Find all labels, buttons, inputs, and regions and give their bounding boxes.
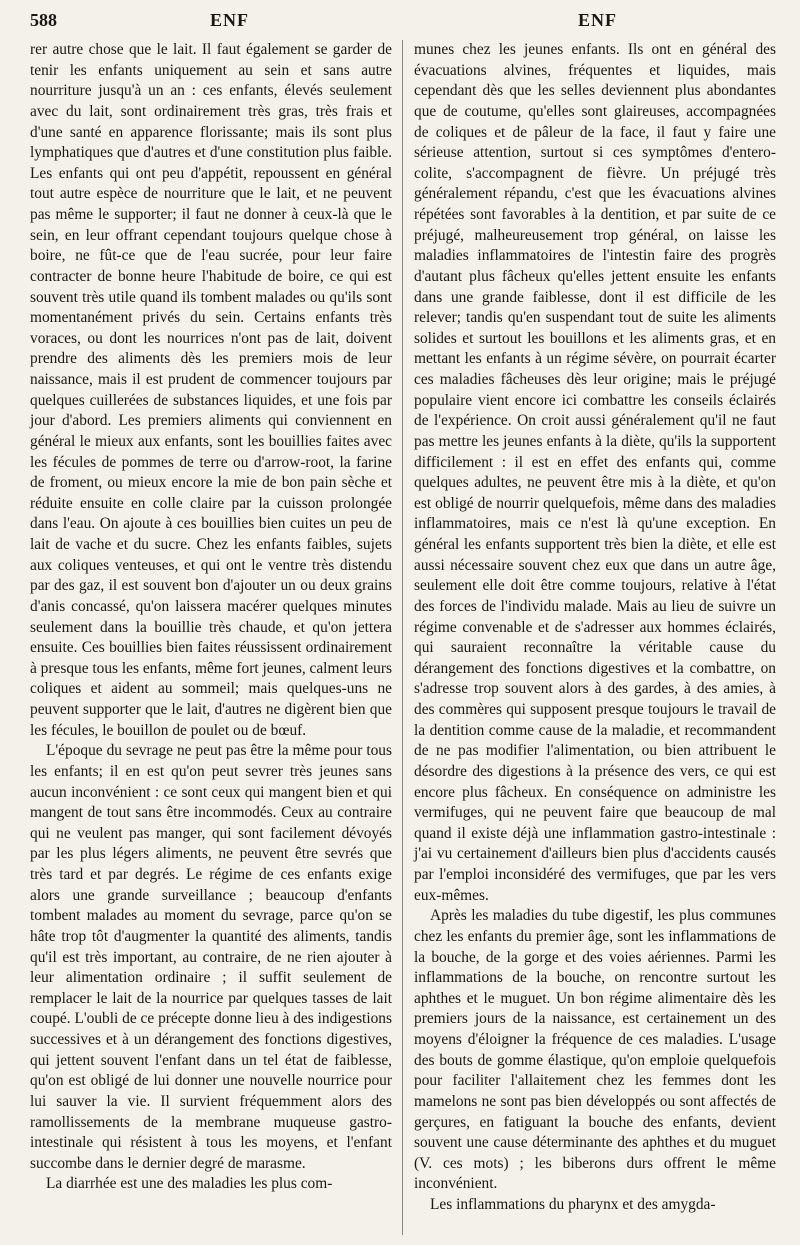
paragraph: Après les maladies du tube digestif, les plus communes chez les enfants du premier âge, sont les inflammations de la bouche, de la gorge et des voies aériennes. Parmi les inflammations de la bouche, on rencontre surtout les aphthes et le muguet. Un bon régime alimentaire dès les premiers jours de la naissance, est certainement un des moyens d'éloigner la fréquence de ces maladies. L'usage des bouts de gomme élastique, qu'on emploie quelquefois pour faciliter l'allaitement chez les femmes dont les mamelons ne sont pas bien développés ou sont affectés de gerçures, en fatiguant la bouche des enfants, devient souvent une cause déterminante des aphthes et du muguet (V. ces mots) ; les biberons durs offrent le même inconvénient. bbox=[414, 907, 776, 1193]
paragraph: munes chez les jeunes enfants. Ils ont en général des évacuations alvines, fréquentes et liquides, mais cependant dès que les selles deviennent plus abondantes que de coutume, qu'elles sont glaireuses, accompagnées de coliques et de pâleur de la face, il faut y faire une sérieuse attention, surtout si ces symptômes d'entero-colite, s'accompagnent de fièvre. Un préjugé très généralement répandu, c'est que les évacuations alvines répétées sont favorables à la dentition, et par suite de ce préjugé, malheureusement trop général, on laisse les maladies inflammatoires de l'intestin faire des progrès d'autant plus fâcheux qu'elles jettent ensuite les enfants dans une grande faiblesse, dont il est difficile de les relever; tandis qu'en suspendant tout de suite les aliments solides et surtout les bouillons et les aliments gras, et en mettant les enfants à un régime sévère, on pourrait écarter ces maladies fâcheuses dès leur origine; mais le préjugé populaire vient encore ici combattre les conseils éclairés de l'expérience. On croit aussi généralement qu'il ne faut pas mettre les jeunes enfants à la diète, qu'ils la supportent difficilement : il est en effet des enfants qui, comme quelques adultes, ne peuvent être mis à la diète, et qu'on est obligé de nourrir quelquefois, même dans des maladies inflammatoires, mais ce n'est là qu'une exception. En général les enfants supportent très bien la diète, et elle est aussi nécessaire souvent chez eux que dans un autre âge, seulement elle doit être comme toujours, relative à l'état des forces de l'individu malade. Mais au lieu de suivre un régime convenable et de s'adresser aux hommes éclairés, qui sauraient reconnaître la véritable cause du dérangement des fonctions digestives et la combattre, on s'adresse trop souvent alors à des gardes, à des amies, à des commères qui supposent presque toujours le travail de la dentition comme cause de la maladie, et recommandent de ne pas modifier l'alimentation, ou bien attribuent le désordre des digestions à la présence des vers, ce qui est encore plus fâcheux. En conséquence on administre les vermifuges, qui ne peuvent faire que beaucoup de mal quand il existe déjà une inflammation gastro-intestinale : j'ai vu certainement d'ailleurs bien plus d'accidents causés par l'emploi inconsidéré des vermifuges, que par les vers eux-mêmes. bbox=[414, 41, 776, 904]
column-divider bbox=[402, 40, 403, 1235]
left-column bbox=[30, 40, 392, 1195]
paragraph: La diarrhée est une des maladies les plus com- bbox=[46, 1175, 333, 1193]
paragraph: rer autre chose que le lait. Il faut également se garder de tenir les enfants uniquement au sein et sans autre nourriture jusqu'à un an : ces enfants, élevés seulement avec du lait, sont ordinairement très gras, très frais et d'une santé en apparence florissante; mais ils sont plus lymphatiques que d'autres et d'une constitution plus faible. Les enfants qui ont peu d'appétit, repoussent en général tout autre espèce de nourriture que le lait, et ne peuvent pas même le supporter; il faut ne donner à ceux-là que le sein, en leur offrant cependant toujours quelque chose à boire, ne fût-ce que de l'eau sucrée, pour leur faire contracter de bonne heure l'habitude de boire, ce qui est souvent très utile quand ils tombent malades ou qu'ils sont momentanément privés du sein. Certains enfants très voraces, ou dont les nourrices n'ont pas de lait, doivent prendre des aliments dès les premiers mois de leur naissance, mais il est prudent de commencer toujours par quelques cuillerées de substances liquides, et une fois par jour d'abord. Les premiers aliments qui conviennent en général le mieux aux enfants, sont les bouillies faites avec les fécules de pommes de terre ou d'arrow-root, la farine de froment, ou mieux encore la mie de bon pain sèche et réduite ensuite en colle claire par la cuisson prolongée dans l'eau. On ajoute à ces bouillies bien cuites un peu de lait de vache et du sucre. Chez les enfants faibles, sujets aux coliques venteuses, et qui ont le ventre très distendu par des gaz, il est souvent bon d'ajouter un ou deux grains d'anis concassé, qu'on laissera macérer quelques minutes seulement dans la bouillie très chaude, et qu'on jettera ensuite. Ces bouillies bien faites réussissent ordinairement à presque tous les enfants, même fort jeunes, calment leurs coliques et aident au sommeil; mais quelques-uns ne peuvent supporter que le lait, d'autres ne digèrent bien que les fécules, le bouillon de poulet ou de bœuf. bbox=[30, 41, 392, 739]
right-column bbox=[414, 40, 776, 1216]
running-head-right: ENF bbox=[578, 10, 617, 30]
page-number: 588 bbox=[30, 10, 57, 30]
paragraph: Les inflammations du pharynx et des amygda- bbox=[430, 1196, 716, 1213]
paragraph: L'époque du sevrage ne peut pas être la même pour tous les enfants; il en est qu'on peut sevrer très jeunes sans aucun inconvénient : ce sont ceux qui mangent bien et qui mangent de tout sans être incommodés. Ceux au contraire qui ne veulent pas manger, qui sont facilement dévoyés par les plus légers aliments, ne peuvent être sevrés que très tard et par degrés. Le régime de ces enfants exige alors une grande surveillance ; beaucoup d'enfants tombent malades au moment du sevrage, parce qu'on se hâte trop tôt d'augmenter la quantité des aliments, tandis qu'il est très important, au contraire, de ne rien ajouter à leur alimentation ordinaire ; il suffit seulement de remplacer le lait de la nourrice par quelques tasses de lait coupé. L'oubli de ce précepte donne lieu à des indigestions successives et à un dérangement des fonctions digestives, qui jettent souvent l'enfant dans un tel état de faiblesse, qu'on est obligé de lui donner une nouvelle nourrice pour lui sauver la vie. Il survient fréquemment alors des ramollissements de la membrane muqueuse gastro-intestinale qui résistent à tous les moyens, et l'enfant succombe dans le dernier degré de marasme. bbox=[30, 742, 392, 1172]
running-head-left: ENF bbox=[210, 10, 249, 30]
page-header bbox=[0, 10, 800, 36]
